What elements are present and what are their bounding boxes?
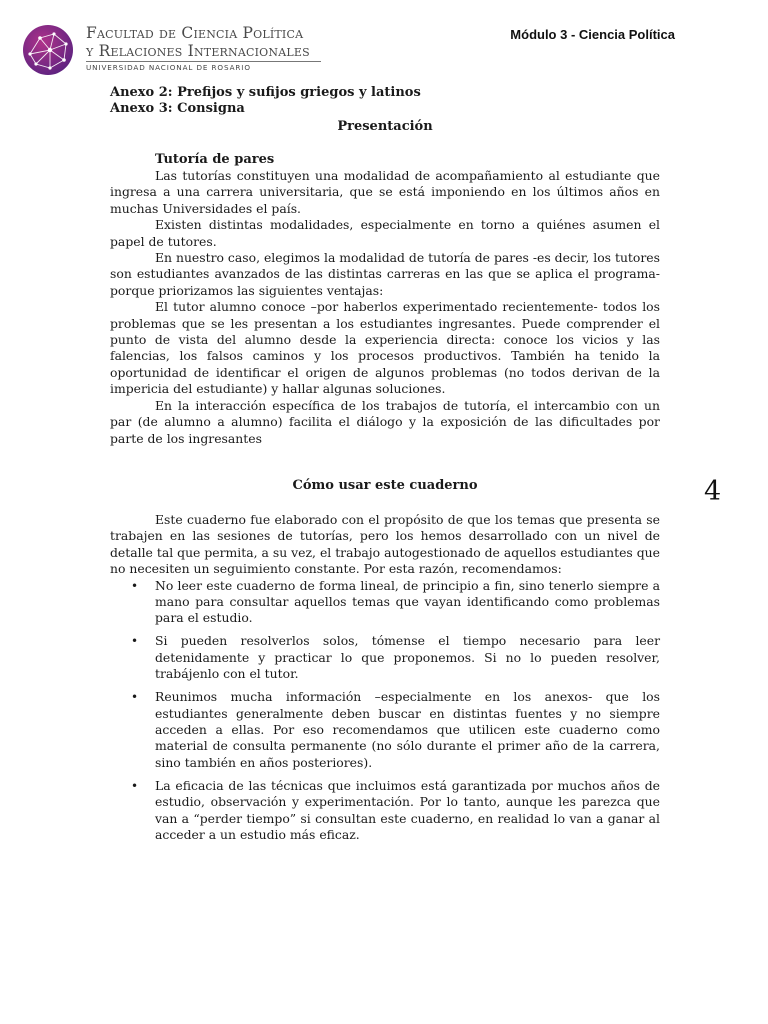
- page-number: 4: [704, 476, 722, 507]
- list-item-text: Reunimos mucha información –especialmente en los anexos- que los estudiantes generalmente deben buscar en distintas fuentes y no siempre acceden a ellas. Por eso recomendamos que utilicen este cuaderno como material de consulta permanente (no sólo durante el primer año de la carrera, sino también en años posteriores).: [155, 689, 660, 770]
- presentation-subtitle: Tutoría de pares: [155, 152, 275, 167]
- faculty-logo: [22, 24, 74, 76]
- paragraph: En nuestro caso, elegimos la modalidad de tutoría de pares -es decir, los tutores son estudiantes avanzados de las distintas carreras en las que se aplica el programa- porque priorizamos las siguientes ventajas:: [110, 250, 660, 298]
- list-item: [131, 777, 660, 844]
- paragraph: Existen distintas modalidades, especialmente en torno a quiénes asumen el papel de tutores.: [110, 217, 660, 249]
- list-item: [131, 577, 660, 627]
- annex-item: Anexo 2: Prefijos y sufijos griegos y latinos: [110, 85, 421, 100]
- paragraph: Las tutorías constituyen una modalidad de acompañamiento al estudiante que ingresa a una carrera universitaria, que se está imponiendo en los últimos años en muchas Universidades el país.: [110, 168, 660, 216]
- page-header: [0, 0, 768, 80]
- list-item: [131, 633, 660, 682]
- bullet-icon: •: [131, 634, 139, 649]
- document-body: [110, 85, 660, 850]
- how-to-use-title: Cómo usar este cuaderno: [292, 477, 478, 493]
- paragraph: El tutor alumno conoce –por haberlos experimentado recientemente- todos los problemas que se les presentan a los estudiantes ingresantes. Puede comprender el punto de vista del alumno desde la experiencia directa: conoce los vicios y las falencias, los falsos caminos y los procesos productivos. También ha tenido la oportunidad de identificar el origen de algunos problemas (no todos derivan de la impericia del estudiante) y hallar algunas soluciones.: [110, 299, 660, 397]
- faculty-name-line1: Facultad de Ciencia Política: [86, 24, 304, 42]
- list-item-text: La eficacia de las técnicas que incluimos está garantizada por muchos años de estudio, observación y experimentación. Por lo tanto, aunque les parezca que van a “perder tiempo” si consultan este cuaderno, en realidad lo van a ganar al acceder a un estudio más eficaz.: [155, 777, 660, 842]
- paragraph: Este cuaderno fue elaborado con el propósito de que los temas que presenta se trabajen en las sesiones de tutorías, pero los hemos desarrollado con un nivel de detalle tal que permita, a su vez, el trabajo autogestionado de aquellos estudiantes que no necesiten un seguimiento constante. Por esta razón, recomendamos:: [110, 511, 660, 577]
- bullet-icon: •: [131, 778, 139, 793]
- list-item: [131, 689, 660, 771]
- recommendations-list: [110, 578, 660, 844]
- presentation-title: Presentación: [337, 119, 433, 134]
- bullet-icon: •: [131, 578, 139, 593]
- university-name: UNIVERSIDAD NACIONAL DE ROSARIO: [86, 63, 251, 72]
- header-divider: [86, 61, 321, 62]
- annex-item: Anexo 3: Consigna: [110, 101, 245, 116]
- paragraph: En la interacción específica de los trabajos de tutoría, el intercambio con un par (de alumno a alumno) facilita el diálogo y la exposición de las dificultades por parte de los ingresantes: [110, 397, 660, 446]
- list-item-text: Si pueden resolverlos solos, tómense el tiempo necesario para leer detenidamente y practicar lo que proponemos. Si no lo pueden resolver, trabájenlo con el tutor.: [155, 633, 660, 682]
- faculty-name-line2: y Relaciones Internacionales: [86, 42, 310, 60]
- list-item-text: No leer este cuaderno de forma lineal, de principio a fin, sino tenerlo siempre a mano para consultar aquellos temas que vayan identificando como problemas para el estudio.: [155, 577, 660, 626]
- module-label: Módulo 3 - Ciencia Política: [510, 27, 675, 42]
- bullet-icon: •: [131, 690, 139, 705]
- faculty-name: [86, 24, 310, 60]
